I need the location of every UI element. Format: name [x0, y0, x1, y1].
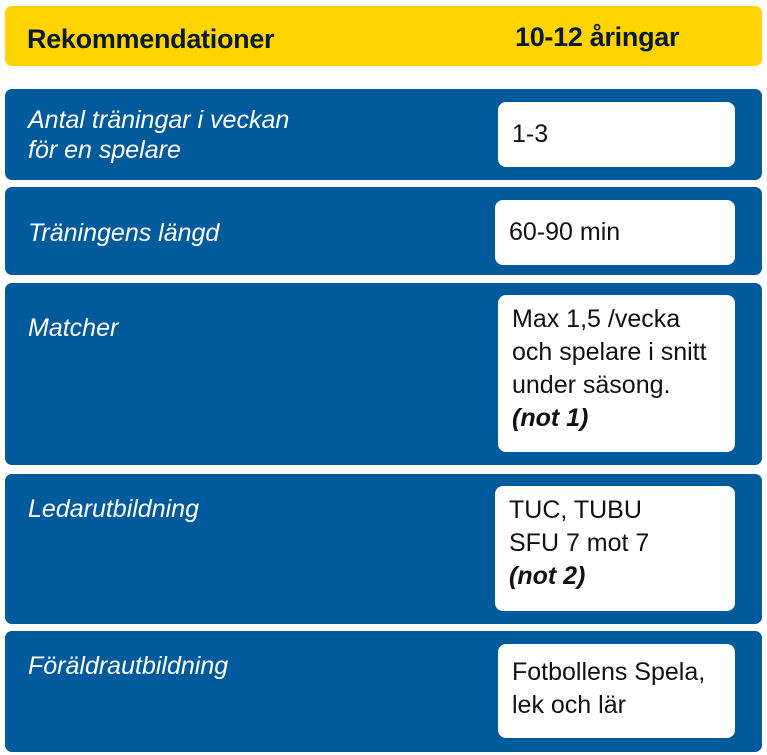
value-line: TUC, TUBU	[509, 496, 642, 524]
row-label: Föräldrautbildning	[28, 652, 229, 680]
row-value-box	[498, 102, 735, 167]
row-label: Matcher	[28, 314, 119, 342]
row-value-box	[495, 200, 735, 265]
table-header	[5, 6, 762, 66]
row-training-length	[5, 187, 762, 275]
row-value-box	[495, 486, 735, 611]
value-line: lek och lär	[512, 691, 626, 719]
header-age-group: 10-12 åringar	[515, 22, 680, 52]
footnote-reference: (not 1)	[512, 404, 589, 432]
row-label: Antal träningar i veckan för en spelare	[28, 106, 290, 164]
value-line: under säsong.	[512, 371, 671, 399]
value-line: SFU 7 mot 7	[509, 529, 650, 557]
value-line: Fotbollens Spela,	[512, 658, 706, 686]
row-matches	[5, 283, 762, 465]
row-value-box	[498, 644, 735, 738]
footnote-reference: (not 2)	[509, 562, 586, 590]
value-line: 1-3	[512, 120, 549, 148]
header-recommendations: Rekommendationer	[27, 24, 275, 54]
value-line: 60-90 min	[509, 218, 621, 246]
row-label: Träningens längd	[28, 219, 220, 247]
value-line: och spelare i snitt	[512, 338, 707, 366]
row-training-count	[5, 89, 762, 180]
row-leader-education	[5, 474, 762, 624]
row-label: Ledarutbildning	[28, 495, 199, 523]
row-value-box	[498, 295, 735, 452]
value-line: Max 1,5 /vecka	[512, 305, 681, 333]
row-parent-education	[5, 631, 762, 752]
